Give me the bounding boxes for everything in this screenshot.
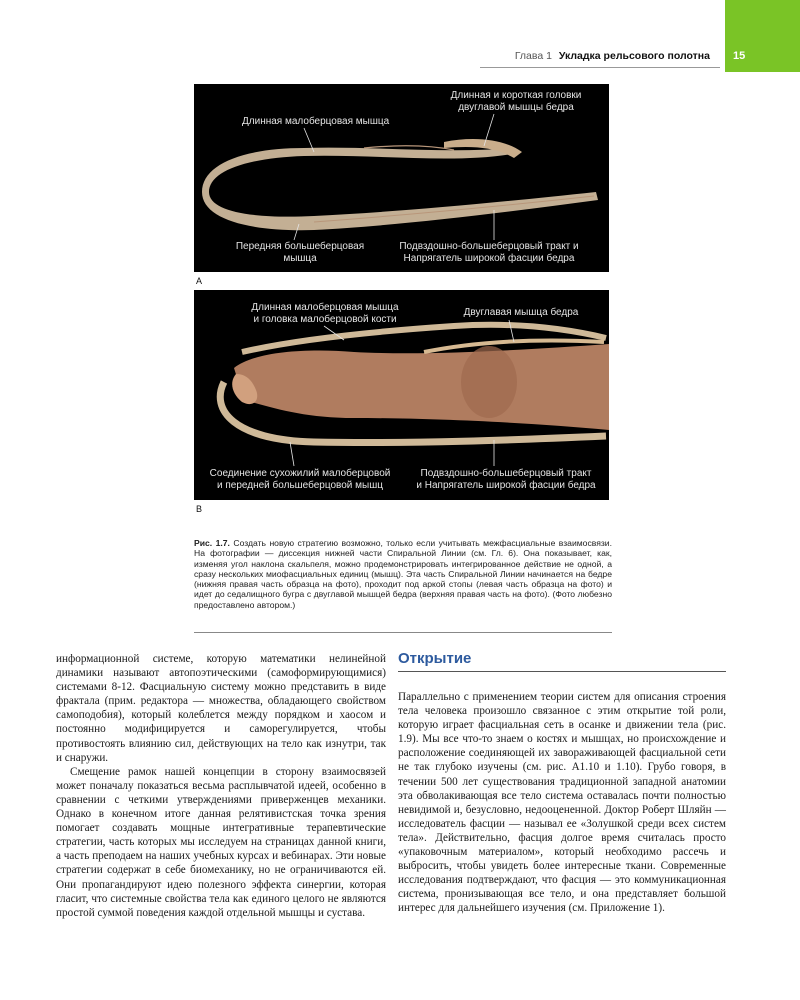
running-head bbox=[515, 50, 710, 62]
left-column bbox=[56, 652, 386, 920]
caption-rule bbox=[194, 632, 612, 633]
header-rule bbox=[480, 67, 720, 68]
label-biceps-heads-2: двуглавой мышцы бедра bbox=[458, 102, 574, 113]
label-long-peroneal-head-1: Длинная малоберцовая мышца bbox=[251, 302, 399, 313]
page-number: 15 bbox=[733, 50, 746, 62]
page-tab bbox=[725, 0, 800, 72]
section-heading: Открытие bbox=[398, 650, 472, 667]
label-tibialis-anterior-2: мышца bbox=[283, 253, 317, 264]
label-junction-1: Соединение сухожилий малоберцовой bbox=[209, 468, 391, 479]
left-paragraph-1: информационной системе, которую математики нелинейной динамики называют автопоэтическими (самоформирующимися) системами 8-12. Фасциальную систему можно представить в виде фрактала (прим. редактора — множества, обладающего свойством самоподобия), который колеблется между порядком и хаосом и постоянно модифицируется и саморегулируется, чтобы противостоять влиянию сил, действующих на тело как изнутри, так и снаружи. bbox=[56, 653, 386, 764]
label-biceps-b: Двуглавая мышца бедра bbox=[463, 307, 579, 318]
label-biceps-heads-1: Длинная и короткая головки bbox=[450, 90, 582, 101]
right-paragraph-1: Параллельно с применением теории систем для описания строения тела человека произошло связанное с этим открытие той роли, которую играет фасциальная сеть в осанке и движении тела (рис. 1.9). Мы все что-то знаем о костях и мышцах, но происхождение и расположение соединяющей их завораживающей фасциальной сети не так глубоко изучены (см. рис. A1.10 и 1.10). Грубо говоря, в течении 500 лет существования традиционной западной анатомии эта обволакивающая все тело система оставалась почти полностью невидимой и, безусловно, недооцененной. Доктор Роберт Шляйн — исследователь фасции — называл ее «Золушкой среди всех систем тела». Действительно, фасция долгое время считалась просто «упаковочным материалом», который необходимо рассечь и выбросить, чтобы увидеть более интересные ткани. Современные исследования подтверждают, что фасция — это коммуникационная система, пронизывающая все тело, и она представляет большой интерес для дальнейшего изучения (см. Приложение 1). bbox=[398, 691, 726, 915]
label-it-tract-b-2: и Напрягатель широкой фасции бедра bbox=[416, 480, 596, 491]
label-long-peroneal: Длинная малоберцовая мышца bbox=[242, 116, 390, 127]
figure-panel-b bbox=[194, 290, 609, 500]
left-paragraph-2: Смещение рамок нашей концепции в сторону взаимосвязей может поначалу показаться весьма расплывчатой идеей, особенно в сравнении с четкими утверждениями приверженцев механики. Однако в конечном итоге данная релятивистская точка зрения помогает создавать мощные интегративные терапевтические стратегии, часть которых мы исследуем на страницах данной книги, а часть преподаем на наших учебных курсах и вебинарах. Эти новые стратегии содержат в себе биомеханику, но не ограничиваются ей. Они пропагандируют идею полезного эффекта синергии, которая гласит, что системные свойства тела как единого целого не являются простой суммой поведения каждой отдельной мышцы и сустава. bbox=[56, 765, 386, 919]
label-it-tract-b-1: Подвздошно-большеберцовый тракт bbox=[420, 468, 592, 479]
label-it-tract-a-1: Подвздошно-большеберцовый тракт и bbox=[399, 241, 579, 252]
caption-text: Создать новую стратегию возможно, только если учитывать межфасциальные взаимосвязи. На фотографии — диссекция нижней части Спиральной Линии (см. Гл. 6). Она показывает, как, изменяя угол наклона скальпеля, можно продемонстрировать интегрированное действие не одной, а сразу нескольких миофасциальных единиц (мышц). Эта часть Спиральной Линии начинается на бедре (нижняя правая часть образца на фото), проходит под аркой стопы (левая часть образца на фото) и идет до седалищного бугра с двуглавой мышцей бедра (верхняя правая часть на фото). (Фото любезно предоставлено автором.) bbox=[194, 538, 612, 610]
label-junction-2: и передней большеберцовой мышц bbox=[217, 480, 383, 491]
panel-b-letter: B bbox=[196, 504, 203, 514]
label-long-peroneal-head-2: и головка малоберцовой кости bbox=[253, 314, 397, 325]
leader-lines-b bbox=[194, 290, 609, 500]
right-column bbox=[398, 690, 726, 916]
panel-a-letter: A bbox=[196, 276, 203, 286]
figure-caption bbox=[194, 538, 612, 610]
label-it-tract-a-2: Напрягатель широкой фасции бедра bbox=[403, 253, 575, 264]
running-head-chapter: Глава 1 bbox=[514, 50, 552, 62]
figure-panel-a bbox=[194, 84, 609, 272]
section-rule bbox=[398, 671, 726, 672]
label-tibialis-anterior-1: Передняя большеберцовая bbox=[235, 241, 365, 252]
caption-label: Рис. 1.7. bbox=[194, 538, 230, 548]
running-head-title: Укладка рельсового полотна bbox=[558, 50, 710, 62]
leader-lines-a bbox=[194, 84, 609, 272]
